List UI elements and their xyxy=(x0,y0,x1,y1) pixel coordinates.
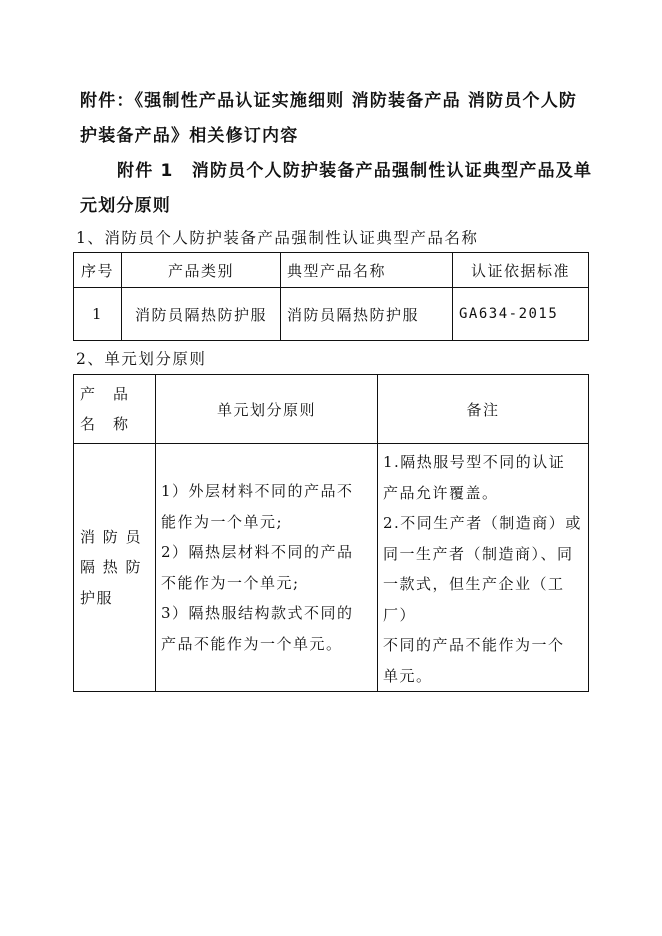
header-cell: 产品类别 xyxy=(122,253,281,288)
section1-heading: 1、消防员个人防护装备产品强制性认证典型产品名称 xyxy=(76,229,479,247)
product-name-cell: 消 防 员 隔 热 防 护服 xyxy=(74,444,156,692)
table-cell: 消防员隔热防护服 xyxy=(281,288,453,341)
table-row xyxy=(74,288,589,341)
remarks-cell: 1.隔热服号型不同的认证 产品允许覆盖。 2.不同生产者（制造商）或 同一生产者（制造商）、同 一款式，但生产企业（工厂） 不同的产品不能作为一个 单元。 xyxy=(378,444,589,692)
table-cell: GA634-2015 xyxy=(453,288,589,341)
header-cell-principle: 单元划分原则 xyxy=(156,375,378,444)
header-cell: 认证依据标准 xyxy=(453,253,589,288)
annex-title-line1: 附件 1 消防员个人防护装备产品强制性认证典型产品及单 xyxy=(117,161,593,181)
unit-division-table xyxy=(73,374,589,692)
table-row xyxy=(74,444,589,692)
header-cell-remarks: 备注 xyxy=(378,375,589,444)
header-cell-product-name: 产 品 名 称 xyxy=(74,375,156,444)
header-cell: 典型产品名称 xyxy=(281,253,453,288)
document-title-line2: 护装备产品》相关修订内容 xyxy=(80,126,299,146)
typical-products-table xyxy=(73,252,589,341)
table-cell: 1 xyxy=(74,288,122,341)
table-header-row xyxy=(74,253,589,288)
section2-heading: 2、单元划分原则 xyxy=(76,350,207,368)
table-header-row xyxy=(74,375,589,444)
table-cell: 消防员隔热防护服 xyxy=(122,288,281,341)
document-title-line1: 附件：《强制性产品认证实施细则 消防装备产品 消防员个人防 xyxy=(80,91,578,111)
header-cell: 序号 xyxy=(74,253,122,288)
principle-cell: 1）外层材料不同的产品不 能作为一个单元; 2）隔热层材料不同的产品 不能作为一个单元; 3）隔热服结构款式不同的 产品不能作为一个单元。 xyxy=(156,444,378,692)
annex-title-line2: 元划分原则 xyxy=(80,196,171,216)
